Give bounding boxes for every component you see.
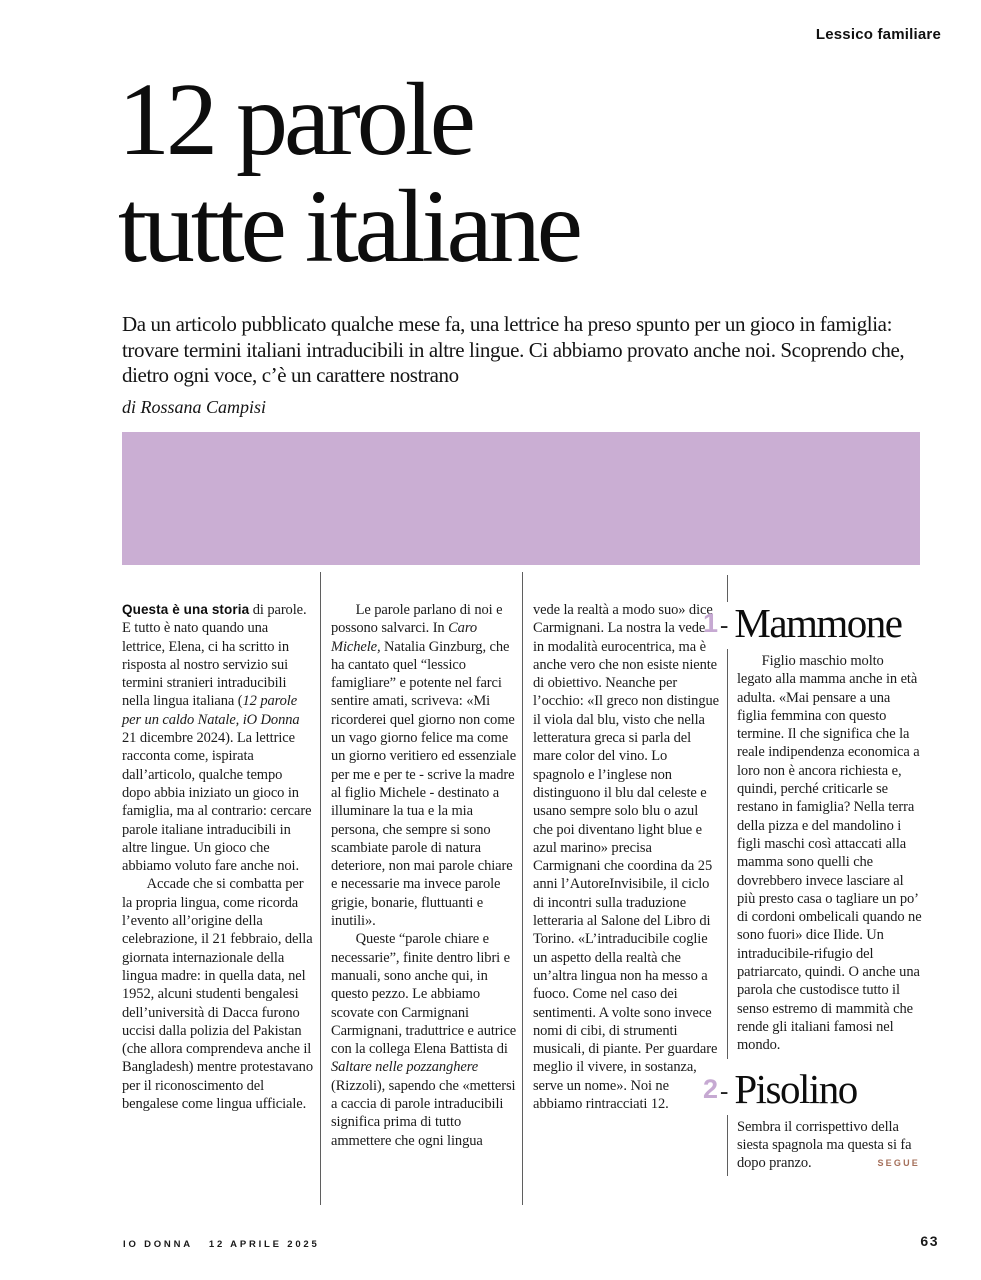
segue-tag: SEGUE bbox=[877, 1158, 920, 1169]
entry-heading-pisolino bbox=[703, 1066, 922, 1113]
page-title bbox=[118, 62, 579, 284]
entry-dash: - bbox=[720, 1077, 729, 1105]
column-divider-1 bbox=[320, 572, 321, 1205]
page-number: 63 bbox=[920, 1233, 939, 1249]
text-run: di parole. E tutto è nato quando una lettrice, Elena, ci ha scritto in risposta al nostro servizio sui termini stranieri intraducibili nella lingua italiana ( bbox=[122, 602, 307, 710]
text-run: (Rizzoli), sapendo che «mettersi a caccia di parole intraducibili significa prima di tutto ammettere che ogni lingua bbox=[331, 1077, 516, 1149]
column-divider-2 bbox=[522, 572, 523, 1205]
entry-number: 1 bbox=[703, 608, 719, 638]
paragraph-1 bbox=[122, 601, 314, 875]
paragraph-3 bbox=[331, 601, 517, 930]
entry-dash: - bbox=[720, 612, 729, 639]
entry-name: Mammone bbox=[734, 600, 902, 646]
entry-heading-mammone bbox=[703, 600, 922, 647]
entry-text: Sembra il corrispettivo della siesta spagnola ma questa si fa dopo pranzo. bbox=[737, 1118, 912, 1172]
paragraph-5: vede la realtà a modo suo» dice Carmignani. La nostra la vede in modalità eurocentrica, ma è anche vero che non esiste niente di obiettivo. Neanche per l’occhio: «Il greco non distingue il viola dal blu, visto che nella letteratura greca si parla del mare color del vino. Lo spagnolo e l’inglese non distinguono il blu dal celeste e usano sempre solo blu o azul che poi diventano light blue e azul marino» precisa Carmignani che coordina da 25 anni l’AutoreInvisibile, il ciclo di incontri sulla traduzione letteraria al Salone del Libro di Torino. «L’intraducibile coglie un aspetto della realtà che un’altra lingua non ha messo a fuoco. Come nel caso dei sentimenti. A volte sono invece nomi di cibi, di strumenti musicali, di piante. Per guardare meglio il vivere, in sostanza, serve un nome». Noi ne abbiamo rintracciati 12. bbox=[533, 602, 719, 1113]
paragraph-2: Accade che si combatta per la propria lingua, come ricorda l’evento all’origine della celebrazione, il 21 febbraio, della giornata internazionale della lingua madre: in quella data, nel 1952, alcuni studenti bengalesi dell’università di Dacca furono uccisi dalla polizia del Pakistan (che allora comprendeva anche il Bangladesh) mentre protestavano per il riconoscimento del bengalese come lingua ufficiale. bbox=[122, 876, 313, 1113]
byline: di Rossana Campisi bbox=[122, 397, 267, 417]
page-title-line-2: tutte italiane bbox=[118, 169, 579, 284]
article-column-2 bbox=[331, 601, 517, 1150]
paragraph-4 bbox=[331, 930, 517, 1150]
text-run-italic: Saltare nelle pozzanghere bbox=[331, 1059, 479, 1076]
text-run: 21 dicembre 2024). La lettrice racconta come, ispirata dall’articolo, qualche tempo dopo abbia iniziato un gioco in famiglia, ma al contrario: cercare parole italiane intraducibili in altre lingue. Un gioco che abbiamo voluto fare anche noi. bbox=[122, 730, 312, 875]
kicker: Lessico familiare bbox=[815, 26, 941, 43]
footer-brand: IO DONNA bbox=[123, 1239, 193, 1250]
text-run-italic: 12 parole per un caldo Natale, iO Donna bbox=[122, 693, 300, 728]
page-title-line-1: 12 parole bbox=[118, 62, 472, 177]
article-column-1 bbox=[122, 601, 314, 1113]
entry-name: Pisolino bbox=[734, 1065, 857, 1112]
article-column-3 bbox=[533, 601, 719, 1113]
text-run: Natalia Ginzburg, che ha cantato quel “lessico famigliare” e potente nel farci sentire amati, scriveva: «Mi ricorderei quel giorno non come un vago giorno felice ma come un giorno veritiero ed essenziale per me e per te - scrive la madre al figlio Michele - destinato a illuminare la tua e la mia persona, che sempre si sono scambiate parole di natura deteriore, non mai parole chiare e necessarie ma invece parole grigie, bonarie, fluttuanti e inutili». bbox=[331, 638, 517, 930]
column-divider-3-top bbox=[727, 575, 728, 602]
text-run: Queste “parole chiare e necessarie”, finite dentro libri e manuali, sono anche qui, in questo pezzo. Le abbiamo scovate con Carmignani Carmignani, traduttrice e autrice con la collega Elena Battista di bbox=[331, 931, 517, 1058]
lead-in-text: Questa è una storia bbox=[122, 602, 250, 617]
article-column-4 bbox=[703, 575, 922, 1176]
text-run-italic: Caro Michele, bbox=[331, 620, 477, 655]
text-run: Le parole parlano di noi e possono salvarci. In bbox=[331, 602, 503, 637]
entry-body-pisolino bbox=[727, 1115, 922, 1177]
standfirst: Da un articolo pubblicato qualche mese fa, una lettrice ha preso spunto per un gioco in famiglia: trovare termini italiani intraducibili in altre lingue. Ci abbiamo provato anche noi. Scoprendo che, dietro ogni voce, c’è un carattere nostrano bbox=[122, 312, 905, 387]
hero-image-placeholder bbox=[122, 432, 920, 565]
footer-date: 12 APRILE 2025 bbox=[208, 1239, 320, 1250]
entry-body-mammone: Figlio maschio molto legato alla mamma anche in età adulta. «Mai pensare a una figlia femmina con questo termine. Il che significa che la reale indipendenza economica a loro non è ancora richiesta e, quindi, perché criticarle se restano in famiglia? Nella terra della pizza e del mandolino i figli maschi così attaccati alla mamma sono quelli che dovrebbero invece lasciare al più presto casa o tagliare un po’ di cordoni ombelicali quando ne sono fuori» dice Ilide. Un intraducibile-rifugio del patriarcato, quindi. O anche una parola che custodisce tutto il senso estremo di mammità che rende gli italiani famosi nel mondo. bbox=[727, 649, 922, 1059]
footer-folio bbox=[123, 1239, 320, 1250]
entry-number: 2 bbox=[703, 1073, 719, 1104]
